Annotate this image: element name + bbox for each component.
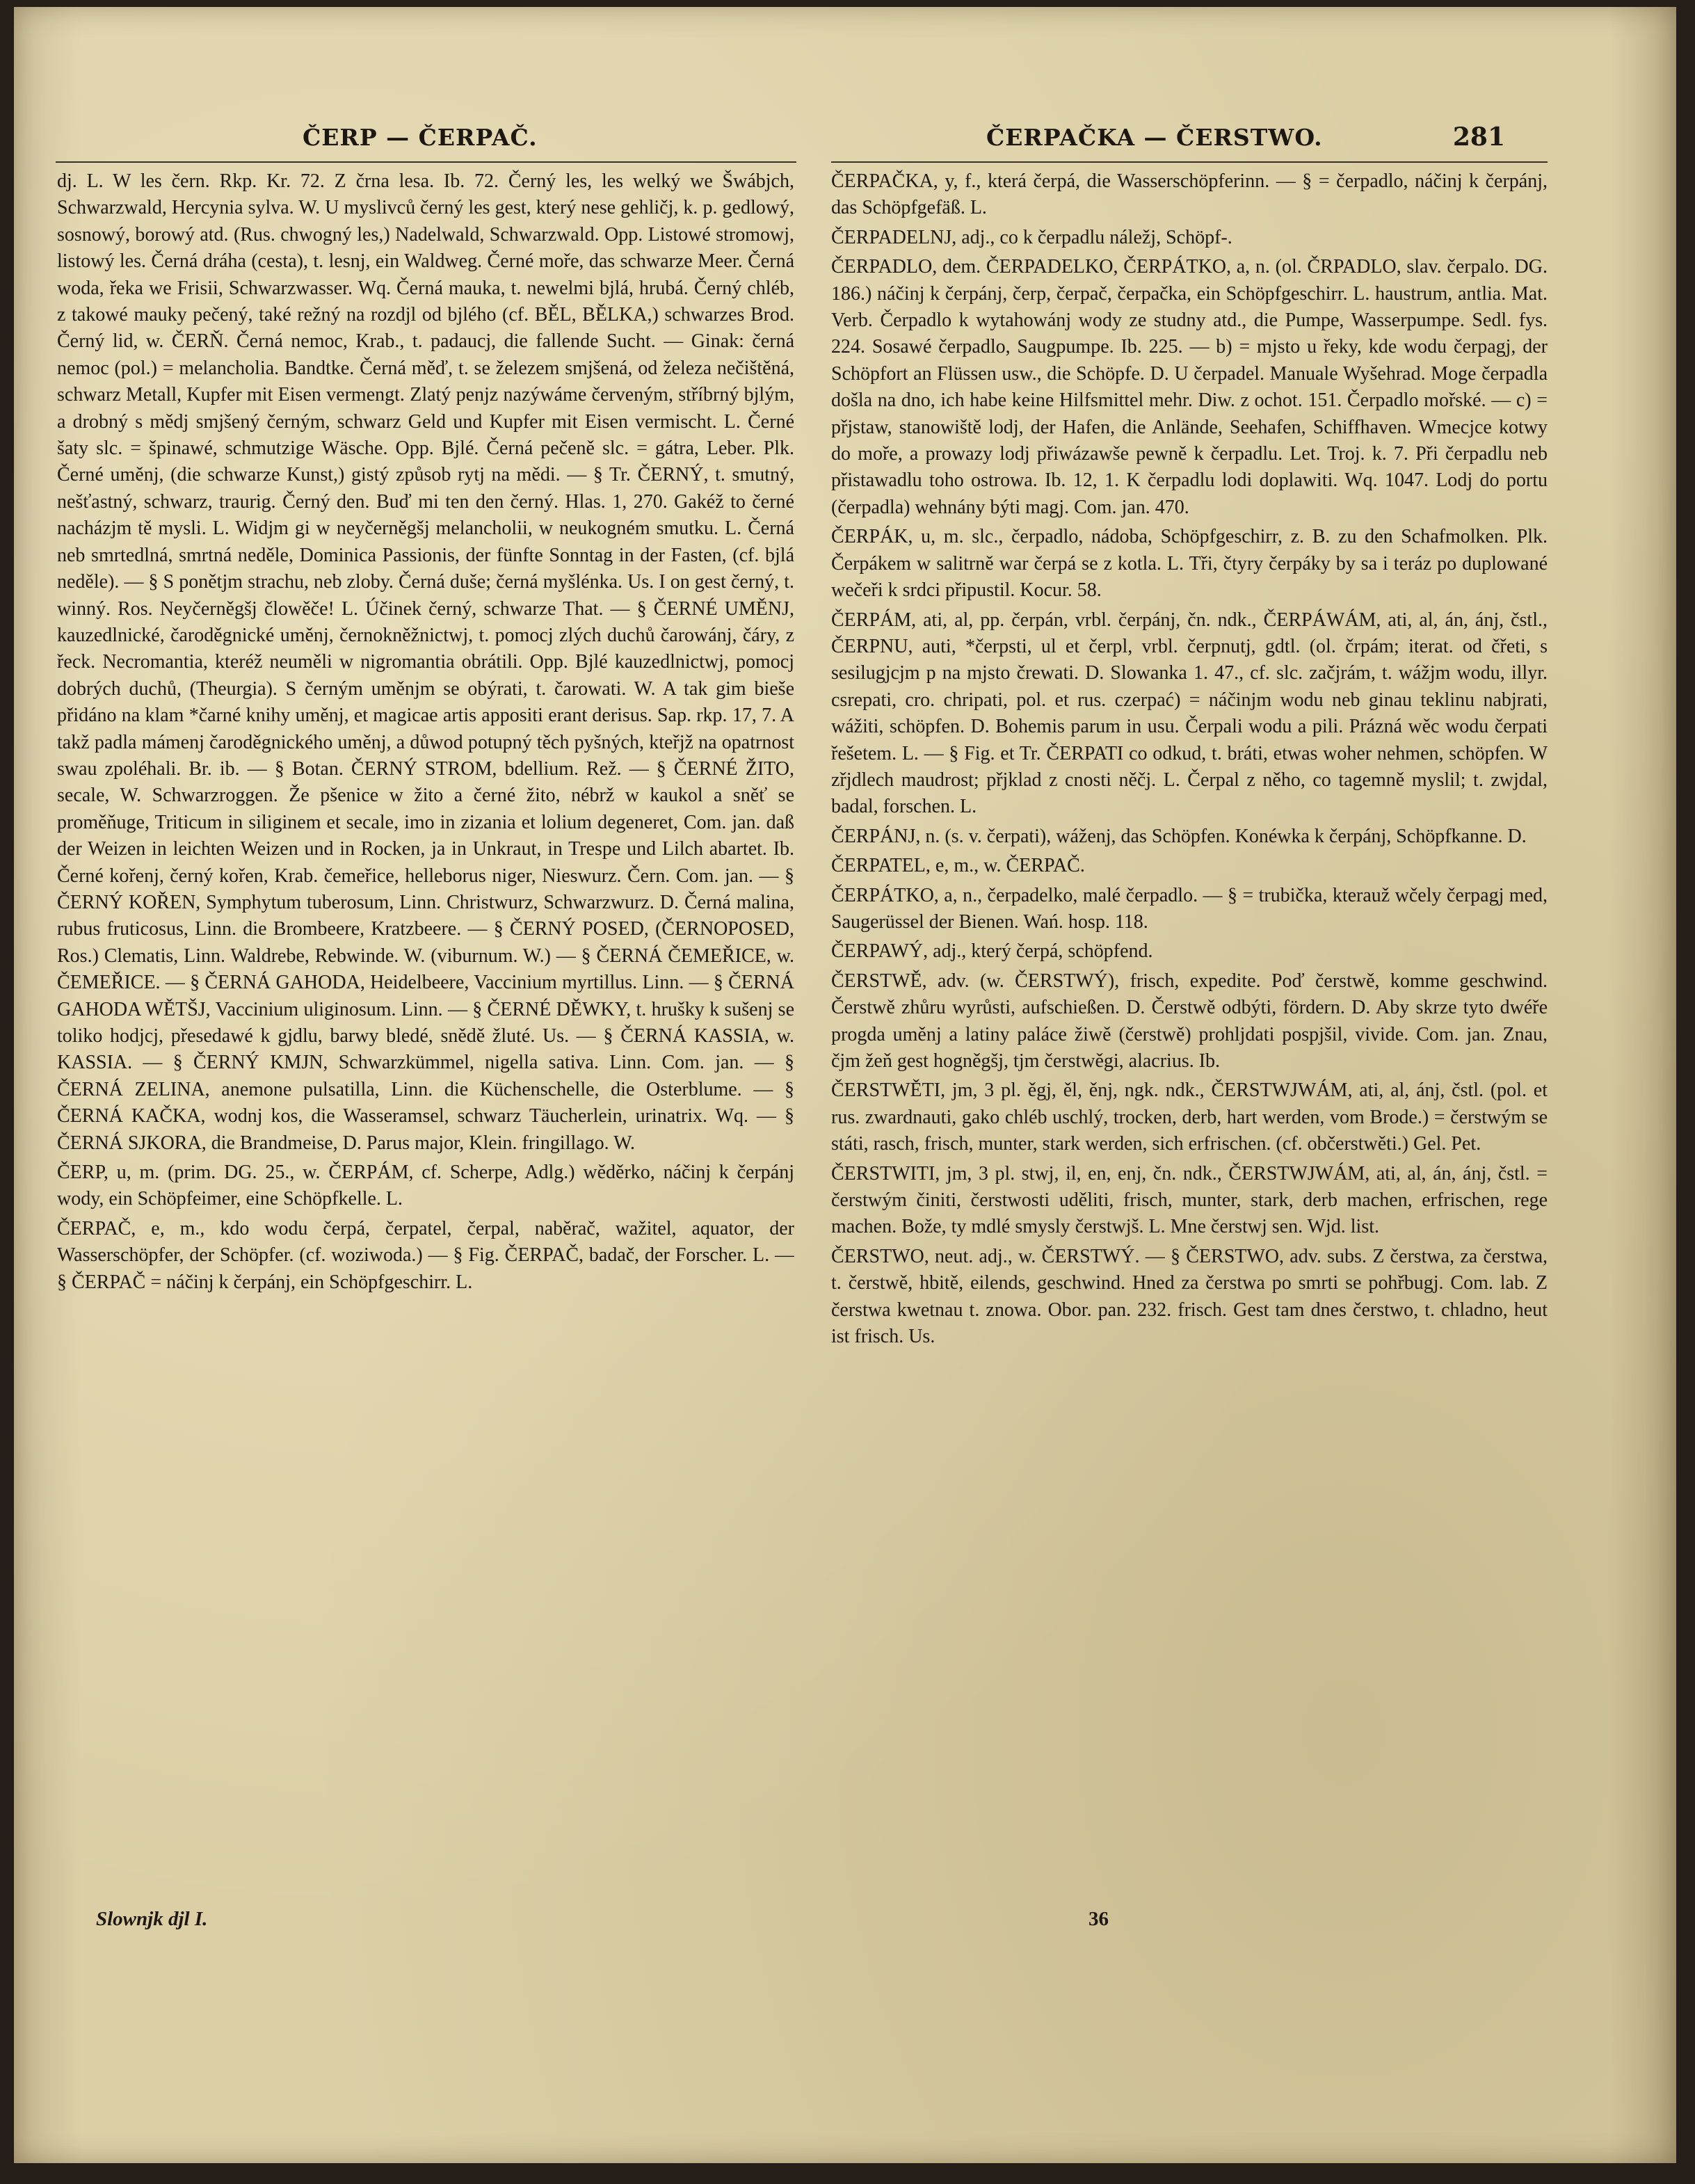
entry-cerny-continued: dj. L. W les čern. Rkp. Kr. 72. Z črna lesa. Ib. 72. Černý les, les welký we Šwábjch, Schwarzwald, Hercynia sylva. W. U myslivců černý les gest, který nese gehličj, k. p. gedlowý, sosnowý, borowý atd. (Rus. chwogný les,) Nadelwald, Schwarzwald. Opp. Listowé stromowj, listowý les. Černá dráha (cesta), t. lesnj, ein Waldweg. Černé moře, das schwarze Meer. Černá woda, řeka we Frisii, Schwarzwasser. Wq. Černá mauka, t. newelmi bjlá, hrubá. Černý chléb, z takowé mauky pečený, také režný na rozdjl od bjlého (cf. BĚL, BĚLKA,) schwarzes Brod. Černý lid, w. ČERŇ. Černá nemoc, Krab., t. padaucj, die fallende Sucht. — Ginak: černá nemoc (pol.) = melancholia. Bandtke. Černá měď, t. se železem smjšená, od železa nečištěná, schwarz Metall, Kupfer mit Eisen vermengt. Zlatý penjz nazýwáme červeným, stříbrný bjlým, a drobný s mědj smjšený černým, schwarz Geld und Kupfer mit Eisen vermischt. L. Černé šaty slc. = špinawé, schmutzige Wäsche. Opp. Bjlé. Černá pečeně slc. = gátra, Leber. Plk. Černé uměnj, (die schwarze Kunst,) gistý způsob rytj na mědi. — § Tr. ČERNÝ, t. smutný, nešťastný, schwarz, traurig. Černý den. Buď mi ten den černý. Hlas. 1, 270. Gakéž to černé nacházjm tě mysli. L. Widjm gi w neyčerněgšj melancholii, w neukogném smutku. L. Černá neb smrtedlná, smrtná neděle, Dominica Passionis, der fünfte Sonntag in der Fasten, (cf. bjlá neděle). — § S ponětjm strachu, neb zloby. Černá duše; černá myšlénka. Us. I on gest černý, t. winný. Ros. Neyčerněgšj člowěče! L. Účinek černý, schwarze That. — § ČERNÉ UMĚNJ, kauzedlnické, čaroděgnické uměnj, černokněžnictwj, t. pomocj zlých duchů čarowánj, čáry, z řeck. Necromantia, kteréž neuměli w nigromantia obrátili. Opp. Bjlé kauzedlnictwj, pomocj dobrých duchů, (Theurgia). S černým uměnjm se obýrati, t. čarowati. W. A tak gim bieše přidáno na klam *čarné knihy uměnj, et magicae artis appositi erant derisus. Sap. rkp. 17, 7. A takž padla mámenj čaroděgnického uměnj, a důwod potupný těch pyšných, kteřjž na opatrnost swau zpoléhali. Br. ib. — § Botan. ČERNÝ STROM, bdellium. Rež. — § ČERNÉ ŽITO, secale, W. Schwarzroggen. Že pšenice w žito a černé žito, nébrž w kaukol a sněť se proměňuge, Triticum in siliginem et secale, imo in zizania et lolium degeneret, Com. jan. daß der Weizen in leichten Weizen und in Rocken, ja in Unkraut, in Trespe und Lilch abartet. Ib. Černé kořenj, černý kořen, Krab. čemeřice, helleborus niger, Nieswurz. Čern. Com. jan. — § ČERNÝ KOŘEN, Symphytum tuberosum, Linn. Christwurz, Schwarzwurz. D. Černá malina, rubus fruticosus, Linn. die Brombeere, Kratzbeere. — § ČERNÝ POSED, (ČERNOPOSED, Ros.) Clematis, Linn. Waldrebe, Rebwinde. W. (viburnum. W.) — § ČERNÁ ČEMEŘICE, w. ČEMEŘICE. — § ČERNÁ GAHODA, Heidelbeere, Vaccinium myrtillus. Linn. — § ČERNÁ GAHODA WĚTŠJ, Vaccinium uliginosum. Linn. — § ČERNÉ DĚWKY, t. hrušky k sušenj se toliko hodjcj, přesedawé k gjdlu, barwy bledé, snědě žluté. Us. — § ČERNÁ KASSIA, w. KASSIA. — § ČERNÝ KMJN, Schwarzkümmel, nigella sativa. Linn. Com. jan. — § ČERNÁ ZELINA, anemone pulsatilla, Linn. die Küchenschelle, die Osterblume. — § ČERNÁ KAČKA, wodnj kos, die Wasseramsel, schwarz Täucherlein, urinatrix. Wq. — § ČERNÁ SJKORA, die Brandmeise, D. Parus major, Klein. fringillago. W. bbox=[57, 170, 794, 1154]
entry-cerpawy: ČERPAWÝ, adj., který čerpá, schöpfend. bbox=[831, 940, 1153, 963]
page-number: 281 bbox=[1452, 122, 1505, 152]
dictionary-page bbox=[14, 7, 1676, 2163]
entry-cerpanj: ČERPÁNJ, n. (s. v. čerpati), wáženj, das Schöpfen. Konéwka k čerpánj, Schöpfkanne. D. bbox=[831, 825, 1527, 847]
left-column bbox=[57, 168, 794, 1914]
entry-cerpatko: ČERPÁTKO, a, n., čerpadelko, malé čerpadlo. — § = trubička, kterauž wčely čerpagj med, Saugerüssel der Bienen. Wań. hosp. 118. bbox=[831, 884, 1548, 933]
signature-mark: Slownjk djl I. bbox=[96, 1908, 208, 1930]
header-rule-left bbox=[56, 161, 796, 163]
entry-cerstwiti: ČERSTWITI, jm, 3 pl. stwj, il, en, enj, čn. ndk., ČERSTWJWÁM, ati, al, án, ánj, čstl. = čerstwým činiti, čerstwosti uděliti, frisch, munter, stark, derb machen, erfrischen, rege machen. Bože, ty mdlé smysly čerstwjš. L. Mne čerstwj sen. Wjd. list. bbox=[831, 1162, 1548, 1238]
entry-cerpac: ČERPAČ, e, m., kdo wodu čerpá, čerpatel, čerpal, naběrač, wažitel, aquator, der Wasserschöpfer, der Schöpfer. (cf. woziwoda.) — § Fig. ČERPAČ, badač, der Forscher. L. — § ČERPAČ = náčinj k čerpánj, ein Schöpfgeschirr. L. bbox=[57, 1217, 794, 1293]
entry-cerpadlo: ČERPADLO, dem. ČERPADELKO, ČERPÁTKO, a, n. (ol. ČRPADLO, slav. čerpalo. DG. 186.) náčinj k čerpánj, čerp, čerpač, čerpačka, ein Schöpfgeschirr. L. haustrum, antlia. Mat. Verb. Čerpadlo k wytahowánj wody ze studny atd., die Pumpe, Wasserpumpe. Sedl. fys. 224. Sosawé čerpadlo, Saugpumpe. Ib. 225. — b) = mjsto u řeky, kde wodu čerpagj, der Schöpfort an Flüssen usw., die Schöpfe. D. U čerpadel. Manuale Wyšehrad. Moge čerpadla došla na dno, ich habe keine Hilfsmittel mehr. Diw. z ochot. 151. Čerpadlo mořské. — c) = přjstaw, stanowiště lodj, der Hafen, die Anlände, Seehafen, Schiffhaven. Wmecjce kotwy do moře, a prowazy lodj přiwázawše pewně k čerpadlu. Let. Troj. k. 7. Při čerpadlu neb přistawadlu toho ostrowa. Ib. 12, 1. K čerpadlu lodi doplawiti. Wq. 1047. Lodj do portu (čerpadla) wehnány býti magj. Com. jan. 470. bbox=[831, 256, 1548, 518]
header-rule-right bbox=[831, 161, 1548, 163]
entry-cerstwo: ČERSTWO, neut. adj., w. ČERSTWÝ. — § ČERSTWO, adv. subs. Z čerstwa, za čerstwa, t. čerstwě, hbitě, eilends, geschwind. Hned za čerstwa po smrti se pohřbugj. Com. lab. Z čerstwa kwetnau t. znowa. Obor. pan. 232. frisch. Gest tam dnes čerstwo, t. chladno, heut ist frisch. Us. bbox=[831, 1245, 1548, 1348]
entry-cerstweti: ČERSTWĚTI, jm, 3 pl. ěgj, ěl, ěnj, ngk. ndk., ČERSTWJWÁM, ati, al, ánj, čstl. (pol. et rus. zwardnauti, gako chléb uschlý, trocken, derb, hart werden, vom Brode.) = čerstwým se státi, rasch, frisch, munter, stark werden, sich erfrischen. (cf. občerstwěti.) Gel. Pet. bbox=[831, 1079, 1548, 1155]
entry-cerstwe: ČERSTWĚ, adv. (w. ČERSTWÝ), frisch, expedite. Poď čerstwě, komme geschwind. Čerstwě zhůru wyrůsti, aufschießen. D. Čerstwě odbýti, fördern. D. Aby skrze tyto dwéře progda uměnj a latiny paláce žiwě (čerstwě) prohljdati pospjšil, vivide. Com. jan. Znau, čjm žeň gest hogněgšj, tjm čerstwěgi, alacrius. Ib. bbox=[831, 970, 1548, 1072]
entry-cerpatel: ČERPATEL, e, m., w. ČERPAČ. bbox=[831, 855, 1085, 877]
sheet-number: 36 bbox=[1089, 1908, 1109, 1930]
running-head-right: ČERPAČKA — ČERSTWO. bbox=[986, 124, 1323, 151]
entry-cerpak: ČERPÁK, u, m. slc., čerpadlo, nádoba, Schöpfgeschirr, z. B. zu den Schafmolken. Plk. Čerpákem w salitrně war čerpá se z kotla. L. Tři, čtyry čerpáky by sa i teráz po duplowané wečeři k srdci připustil. Kocur. 58. bbox=[831, 526, 1548, 602]
right-column bbox=[831, 168, 1548, 1921]
running-head-left: ČERP — ČERPAČ. bbox=[303, 124, 538, 151]
entry-cerpacka: ČERPAČKA, y, f., která čerpá, die Wasserschöpferinn. — § = čerpadlo, náčinj k čerpánj, das Schöpfgefäß. L. bbox=[831, 170, 1548, 219]
entry-cerpam: ČERPÁM, ati, al, pp. čerpán, vrbl. čerpánj, čn. ndk., ČERPÁWÁM, ati, al, án, ánj, čstl., ČERPNU, auti, *čerpsti, ul et čerpl, vrbl. čerpnutj, gdtl. (ol. črpám; iterat. od čřeti, s sesilugjcjm p na mjsto črewati. D. Slowanka 1. 47., cf. slc. začjrám, t. wážjm wodu, illyr. csrepati, cro. chripati, pol. et rus. czerpać) = náčinjm wodu neb ginau teklinu nabjrati, wážiti, schöpfen. D. Bohemis parum in usu. Čerpali wodu a pili. Prázná wěc wodu čerpati řešetem. L. — § Fig. et Tr. ČERPATI co odkud, t. bráti, etwas woher nehmen, schöpfen. W zřjdlech maudrost; přjklad z cnosti něčj. L. Čerpal z něho, co tagemně myslil; t. zwjdal, badal, forschen. L. bbox=[831, 609, 1548, 818]
entry-cerp: ČERP, u, m. (prim. DG. 25., w. ČERPÁM, cf. Scherpe, Adlg.) wěděrko, náčinj k čerpánj wody, ein Schöpfeimer, eine Schöpfkelle. L. bbox=[57, 1162, 794, 1210]
entry-cerpadelnj: ČERPADELNJ, adj., co k čerpadlu náležj, Schöpf-. bbox=[831, 226, 1232, 248]
